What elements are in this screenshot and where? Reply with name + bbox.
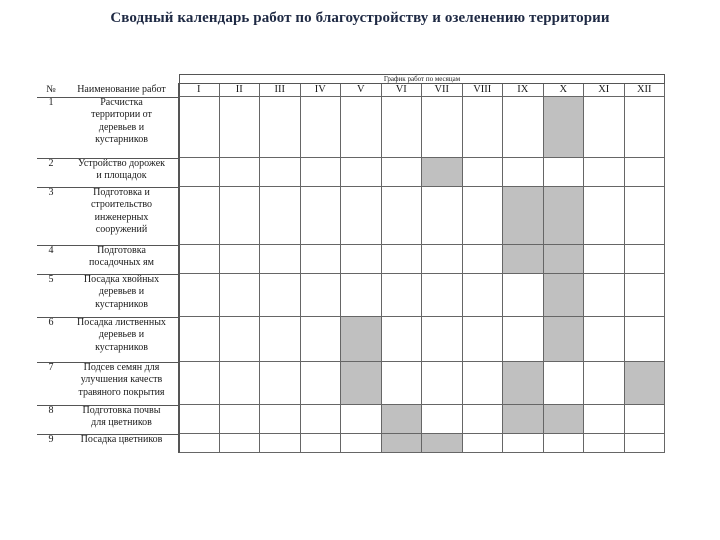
row-divider: [37, 434, 179, 435]
month-header-VIII: VIII: [463, 83, 504, 97]
row-number: 9: [48, 434, 54, 445]
row-number: 2: [48, 158, 54, 169]
month-header-III: III: [260, 83, 301, 97]
row-divider: [37, 97, 179, 98]
work-name: Посадка лиственных деревьев и кустарников: [65, 317, 179, 362]
row-number: 3: [48, 187, 54, 198]
row-divider: [37, 405, 179, 406]
work-name: Подсев семян для улучшения качеств травяного покрытия: [65, 362, 179, 405]
row-divider: [37, 158, 179, 159]
row-number: 7: [48, 362, 54, 373]
page-title: Сводный календарь работ по благоустройству и озеленению территории: [110, 10, 610, 26]
month-header-I: I: [179, 83, 220, 97]
row-number: 6: [48, 317, 54, 328]
row-number: 4: [48, 245, 54, 256]
row-number: 8: [48, 405, 54, 416]
row-divider: [37, 187, 179, 188]
month-header-IV: IV: [301, 83, 342, 97]
month-header-VI: VI: [382, 83, 423, 97]
work-name: Подготовка посадочных ям: [65, 245, 179, 274]
month-header-VII: VII: [422, 83, 463, 97]
month-header-II: II: [220, 83, 261, 97]
work-name: Подготовка почвы для цветников: [65, 405, 179, 434]
row-divider: [37, 245, 179, 246]
work-name: Устройство дорожек и площадок: [65, 158, 179, 187]
month-header-IX: IX: [503, 83, 544, 97]
month-header-XI: XI: [584, 83, 625, 97]
schedule-header: График работ по месяцам: [179, 74, 665, 83]
row-divider: [37, 317, 179, 318]
row-divider: [37, 274, 179, 275]
work-name: Расчистка территории от деревьев и кустарников: [65, 97, 179, 158]
row-number: 5: [48, 274, 54, 285]
month-header-X: X: [544, 83, 585, 97]
work-name: Подготовка и строительство инженерных сооружений: [65, 187, 179, 245]
month-header-V: V: [341, 83, 382, 97]
row-divider: [37, 362, 179, 363]
month-header-XII: XII: [625, 83, 666, 97]
work-name: Посадка цветников: [65, 434, 179, 453]
column-header-name: Наименование работ: [65, 83, 179, 97]
months-grid: [179, 83, 665, 453]
column-header-number: №: [46, 84, 56, 95]
work-name: Посадка хвойных деревьев и кустарников: [65, 274, 179, 317]
row-number: 1: [48, 97, 54, 108]
